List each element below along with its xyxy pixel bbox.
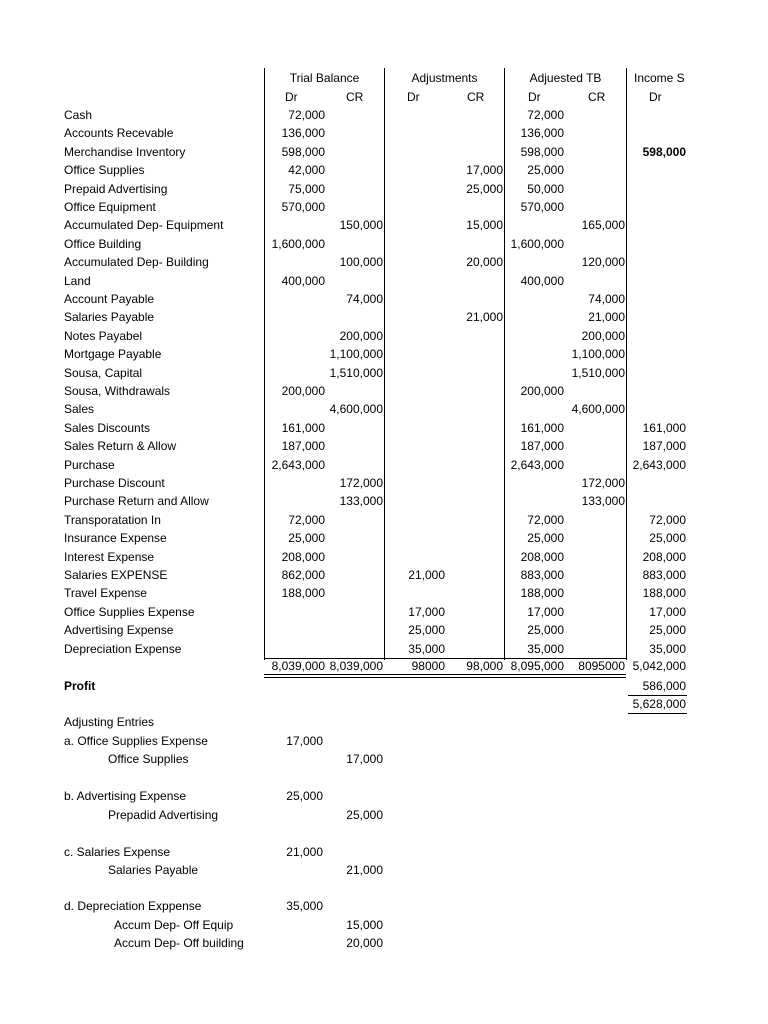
header-tb-cr: CR — [346, 90, 364, 104]
cell-atb-cr: 200,000 — [581, 329, 625, 343]
total-atb-cr: 8095000 — [578, 659, 625, 673]
cell-tb-dr: 72,000 — [288, 108, 325, 122]
entry-label: d. Depreciation Exppense — [64, 899, 202, 913]
header-is-dr: Dr — [649, 90, 662, 104]
account-name: Notes Payabel — [64, 329, 143, 343]
cell-tb-dr: 1,600,000 — [271, 237, 325, 251]
cell-atb-dr: 200,000 — [520, 384, 564, 398]
account-name: Sales Discounts — [64, 421, 151, 435]
account-name: Office Supplies — [64, 163, 145, 177]
entry-credit: 15,000 — [346, 918, 383, 932]
total-atb-dr: 8,095,000 — [510, 659, 564, 673]
cell-atb-cr: 74,000 — [588, 292, 625, 306]
header-atb-dr: Dr — [528, 90, 541, 104]
account-name: Accumulated Dep- Building — [64, 255, 209, 269]
cell-atb-dr: 72,000 — [527, 513, 564, 527]
cell-tb-dr: 570,000 — [281, 200, 325, 214]
profit-label: Profit — [64, 679, 96, 693]
cell-is-dr: 161,000 — [642, 421, 686, 435]
adjusting-entries-title: Adjusting Entries — [64, 715, 155, 729]
cell-atb-cr: 1,100,000 — [571, 347, 625, 361]
cell-atb-dr: 17,000 — [527, 605, 564, 619]
cell-atb-dr: 400,000 — [520, 274, 564, 288]
entry-debit: 35,000 — [286, 899, 323, 913]
cell-atb-dr: 570,000 — [520, 200, 564, 214]
account-name: Interest Expense — [64, 550, 155, 564]
cell-atb-cr: 172,000 — [581, 476, 625, 490]
entry-credit: 21,000 — [346, 863, 383, 877]
cell-adj-cr: 20,000 — [466, 255, 503, 269]
cell-atb-dr: 1,600,000 — [510, 237, 564, 251]
profit-value: 586,000 — [642, 679, 686, 693]
total-adj-dr: 98000 — [411, 659, 445, 673]
cell-atb-dr: 188,000 — [520, 586, 564, 600]
account-name: Purchase — [64, 458, 115, 472]
account-name: Account Payable — [64, 292, 155, 306]
cell-atb-dr: 136,000 — [520, 126, 564, 140]
total-adj-cr: 98,000 — [466, 659, 503, 673]
header-adj-cr: CR — [467, 90, 485, 104]
cell-tb-cr: 1,510,000 — [329, 366, 383, 380]
account-name: Sousa, Capital — [64, 366, 143, 380]
cell-atb-dr: 72,000 — [527, 108, 564, 122]
cell-atb-dr: 598,000 — [520, 145, 564, 159]
cell-tb-cr: 1,100,000 — [329, 347, 383, 361]
cell-is-dr: 35,000 — [649, 642, 686, 656]
account-name: Office Equipment — [64, 200, 156, 214]
entry-debit: 21,000 — [286, 845, 323, 859]
cell-is-dr: 17,000 — [649, 605, 686, 619]
cell-adj-cr: 17,000 — [466, 163, 503, 177]
cell-atb-dr: 161,000 — [520, 421, 564, 435]
header-adj-dr: Dr — [407, 90, 420, 104]
cell-atb-cr: 133,000 — [581, 494, 625, 508]
account-name: Salaries Payable — [64, 310, 155, 324]
total-tb-cr: 8,039,000 — [329, 659, 383, 673]
cell-tb-cr: 172,000 — [339, 476, 383, 490]
entry-label: Salaries Payable — [108, 863, 199, 877]
cell-atb-cr: 120,000 — [581, 255, 625, 269]
account-name: Mortgage Payable — [64, 347, 162, 361]
header-atb-cr: CR — [588, 90, 606, 104]
cell-adj-dr: 35,000 — [408, 642, 445, 656]
account-name: Depreciation Expense — [64, 642, 182, 656]
cell-atb-cr: 4,600,000 — [571, 402, 625, 416]
cell-tb-dr: 136,000 — [281, 126, 325, 140]
cell-tb-dr: 400,000 — [281, 274, 325, 288]
cell-tb-dr: 2,643,000 — [271, 458, 325, 472]
cell-tb-dr: 598,000 — [281, 145, 325, 159]
cell-tb-dr: 72,000 — [288, 513, 325, 527]
cell-atb-cr: 165,000 — [581, 218, 625, 232]
account-name: Salaries EXPENSE — [64, 568, 168, 582]
cell-is-dr: 2,643,000 — [632, 458, 686, 472]
cell-is-dr: 25,000 — [649, 531, 686, 545]
cell-atb-dr: 208,000 — [520, 550, 564, 564]
cell-is-dr: 187,000 — [642, 439, 686, 453]
cell-atb-dr: 25,000 — [527, 531, 564, 545]
cell-adj-dr: 17,000 — [408, 605, 445, 619]
entry-label: Accum Dep- Off Equip — [114, 918, 234, 932]
cell-is-dr: 72,000 — [649, 513, 686, 527]
account-name: Transporatation In — [64, 513, 161, 527]
cell-tb-dr: 161,000 — [281, 421, 325, 435]
cell-atb-dr: 883,000 — [520, 568, 564, 582]
account-name: Purchase Return and Allow — [64, 494, 209, 508]
entry-label: c. Salaries Expense — [64, 845, 171, 859]
cell-is-dr: 598,000 — [642, 145, 686, 159]
cell-tb-dr: 187,000 — [281, 439, 325, 453]
totals-double-rule — [264, 677, 626, 678]
header-adjusted-tb: Adjuested TB — [529, 71, 602, 85]
account-name: Office Supplies Expense — [64, 605, 195, 619]
entry-credit: 25,000 — [346, 808, 383, 822]
cell-is-dr: 883,000 — [642, 568, 686, 582]
account-name: Sales — [64, 402, 95, 416]
account-name: Land — [64, 274, 91, 288]
account-name: Cash — [64, 108, 93, 122]
entry-debit: 17,000 — [286, 734, 323, 748]
account-name: Office Building — [64, 237, 142, 251]
account-name: Accumulated Dep- Equipment — [64, 218, 224, 232]
header-adjustments: Adjustments — [411, 71, 478, 85]
entry-label: Accum Dep- Off building — [114, 936, 244, 950]
cell-tb-dr: 75,000 — [288, 182, 325, 196]
entry-credit: 20,000 — [346, 936, 383, 950]
entry-credit: 17,000 — [346, 752, 383, 766]
total-tb-dr: 8,039,000 — [271, 659, 325, 673]
account-name: Sousa, Withdrawals — [64, 384, 171, 398]
entry-label: a. Office Supplies Expense — [64, 734, 208, 748]
cell-atb-cr: 1,510,000 — [571, 366, 625, 380]
totals-double-rule — [264, 674, 626, 675]
entry-label: Office Supplies — [108, 752, 189, 766]
account-name: Advertising Expense — [64, 623, 174, 637]
cell-adj-dr: 21,000 — [408, 568, 445, 582]
cell-is-dr: 208,000 — [642, 550, 686, 564]
total-is-dr: 5,042,000 — [632, 659, 686, 673]
cell-atb-dr: 25,000 — [527, 623, 564, 637]
cell-adj-cr: 21,000 — [466, 310, 503, 324]
cell-is-dr: 25,000 — [649, 623, 686, 637]
entry-label: b. Advertising Expense — [64, 789, 187, 803]
account-name: Sales Return & Allow — [64, 439, 177, 453]
cell-tb-cr: 133,000 — [339, 494, 383, 508]
cell-atb-dr: 25,000 — [527, 163, 564, 177]
entry-debit: 25,000 — [286, 789, 323, 803]
cell-tb-dr: 188,000 — [281, 586, 325, 600]
header-trial-balance: Trial Balance — [289, 71, 360, 85]
cell-adj-cr: 15,000 — [466, 218, 503, 232]
profit-rule — [628, 695, 687, 696]
cell-tb-dr: 25,000 — [288, 531, 325, 545]
entry-label: Prepadid Advertising — [108, 808, 219, 822]
cell-is-dr: 188,000 — [642, 586, 686, 600]
header-tb-dr: Dr — [285, 90, 298, 104]
cell-atb-dr: 50,000 — [527, 182, 564, 196]
account-name: Prepaid Advertising — [64, 182, 168, 196]
cell-tb-cr: 100,000 — [339, 255, 383, 269]
header-income-statement: Income S — [634, 71, 685, 85]
cell-atb-dr: 187,000 — [520, 439, 564, 453]
account-name: Accounts Recevable — [64, 126, 174, 140]
cell-tb-dr: 200,000 — [281, 384, 325, 398]
cell-atb-cr: 21,000 — [588, 310, 625, 324]
account-name: Purchase Discount — [64, 476, 165, 490]
cell-adj-dr: 25,000 — [408, 623, 445, 637]
account-name: Travel Expense — [64, 586, 147, 600]
cell-adj-cr: 25,000 — [466, 182, 503, 196]
cell-tb-cr: 200,000 — [339, 329, 383, 343]
cell-tb-cr: 74,000 — [346, 292, 383, 306]
cell-tb-dr: 862,000 — [281, 568, 325, 582]
account-name: Insurance Expense — [64, 531, 167, 545]
cell-tb-dr: 208,000 — [281, 550, 325, 564]
cell-tb-dr: 42,000 — [288, 163, 325, 177]
cell-tb-cr: 4,600,000 — [329, 402, 383, 416]
cell-atb-dr: 2,643,000 — [510, 458, 564, 472]
grand-total-rule — [628, 713, 687, 714]
income-grand-total: 5,628,000 — [632, 697, 686, 711]
account-name: Merchandise Inventory — [64, 145, 186, 159]
cell-atb-dr: 35,000 — [527, 642, 564, 656]
cell-tb-cr: 150,000 — [339, 218, 383, 232]
